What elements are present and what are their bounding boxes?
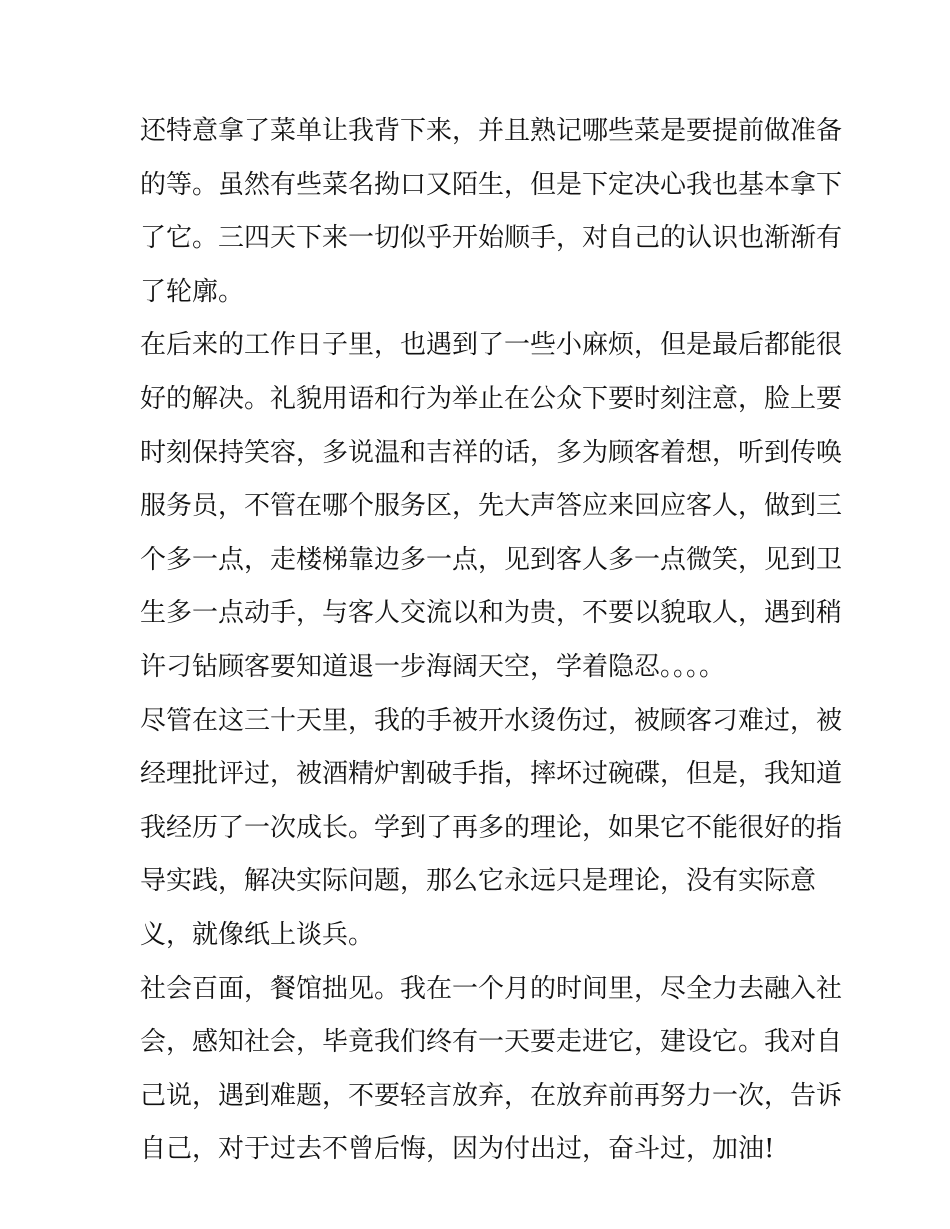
text-line: 还特意拿了菜单让我背下来，并且熟记哪些菜是要提前做准备: [140, 116, 843, 146]
text-line: 经理批评过，被酒精炉割破手指，摔坏过碗碟，但是，我知道: [140, 759, 843, 790]
text-line: 了轮廓。: [140, 276, 245, 307]
text-line: 的等。虽然有些菜名拗口又陌生，但是下定决心我也基本拿下: [140, 169, 843, 200]
text-line: 义，就像纸上谈兵。: [140, 919, 375, 950]
paragraph-work-days: [140, 319, 843, 694]
text-line: 服务员，不管在哪个服务区，先大声答应来回应客人，做到三: [140, 491, 843, 522]
text-line: 导实践，解决实际问题，那么它永远只是理论，没有实际意: [140, 866, 817, 897]
text-line: 时刻保持笑容，多说温和吉祥的话，多为顾客着想，听到传唤: [140, 437, 843, 468]
text-line: 我经历了一次成长。学到了再多的理论，如果它不能很好的指: [140, 812, 843, 843]
text-line: 生多一点动手，与客人交流以和为贵，不要以貌取人，遇到稍: [140, 598, 843, 629]
text-line: 在后来的工作日子里，也遇到了一些小麻烦，但是最后都能很: [140, 330, 843, 361]
text-line: 会，感知社会，毕竟我们终有一天要走进它，建设它。我对自: [140, 1027, 843, 1058]
text-line: 了它。三四天下来一切似乎开始顺手，对自己的认识也渐渐有: [140, 223, 843, 254]
text-line: 个多一点，走楼梯靠边多一点，见到客人多一点微笑，见到卫: [140, 544, 843, 575]
text-line: 许刁钻顾客要知道退一步海阔天空，学着隐忍。。。。: [140, 651, 726, 682]
paragraph-menu-preparation: [140, 105, 843, 319]
paragraph-conclusion: [140, 963, 843, 1177]
document-body: [140, 105, 843, 1177]
text-line: 好的解决。礼貌用语和行为举止在公众下要时刻注意，脸上要: [140, 383, 843, 414]
text-line: 尽管在这三十天里，我的手被开水烫伤过，被顾客刁难过，被: [140, 705, 843, 736]
text-line: 己说，遇到难题，不要轻言放弃，在放弃前再努力一次，告诉: [140, 1080, 843, 1111]
paragraph-growth: [140, 695, 843, 963]
text-line: 社会百面，餐馆拙见。我在一个月的时间里，尽全力去融入社: [140, 973, 843, 1004]
text-line: 自己，对于过去不曾后悔，因为付出过，奋斗过，加油!: [140, 1134, 775, 1165]
